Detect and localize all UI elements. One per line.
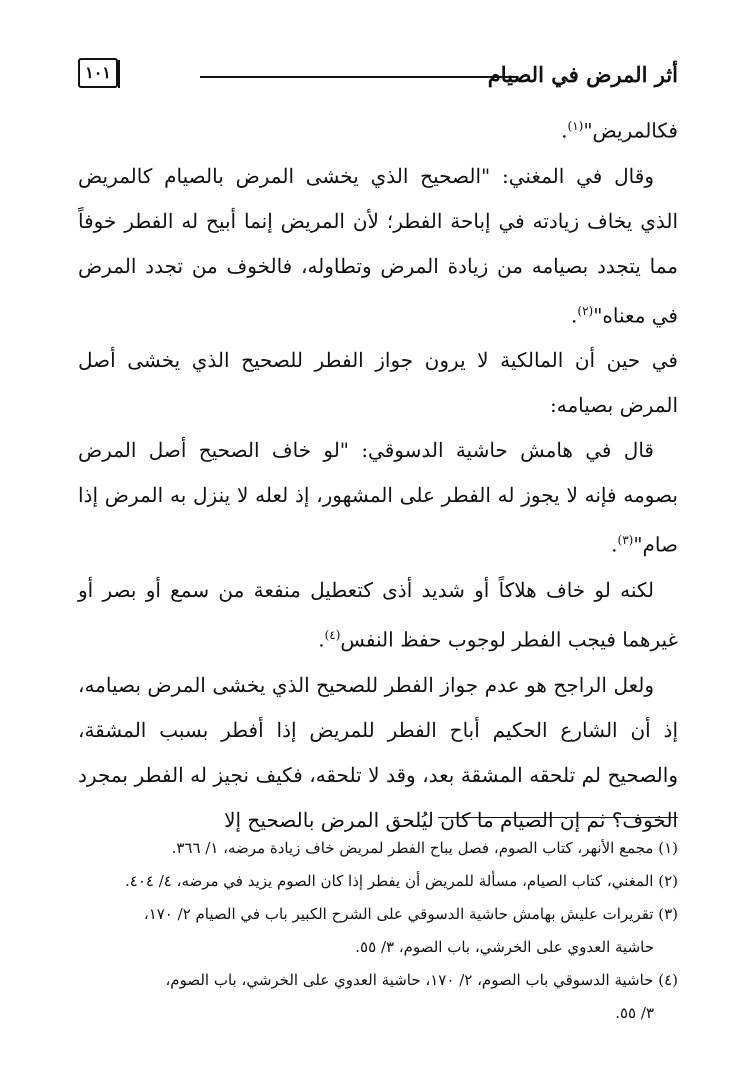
paragraph-1: فكالمريض"$^{(١)}$. <box>561 118 678 143</box>
footnote-3: (٣) تقريرات عليش بهامش حاشية الدسوقي على الشرح الكبير باب في الصيام ٢/ ١٧٠، <box>143 905 678 923</box>
running-title: أثر المرض في الصيام <box>487 62 678 87</box>
body-text <box>78 104 678 843</box>
footnotes <box>78 834 678 1032</box>
paragraph-2: وقال في المغني: "الصحيح الذي يخشى المرض بالصيام كالمريض الذي يخاف زيادته في إباحة الفطر؛ لأن المريض إنما أبيح له الفطر خوفاً مما يتجدد بصيامه من زيادة المرض وتطاوله، فالخوف من تجدد المرض في معناه"$^{(٢)}$. <box>78 163 678 328</box>
footnote-ref-4: (٤) <box>324 627 341 642</box>
page-header <box>78 58 678 92</box>
paragraph-3: في حين أن المالكية لا يرون جواز الفطر للصحيح الذي يخشى أصل المرض بصيامه: <box>78 348 678 418</box>
footnote-3-continued: حاشية العدوي على الخرشي، باب الصوم، ٣/ ٥٥. <box>355 938 654 956</box>
paragraph-4: قال في هامش حاشية الدسوقي: "لو خاف الصحيح أصل المرض بصومه فإنه لا يجوز له الفطر على المشهور، إذ لعله لا ينزل به المرض إذا صام"$^{(٣)}$. <box>78 438 678 557</box>
header-tick <box>118 60 120 88</box>
header-rule <box>200 76 518 78</box>
footnote-4-continued: ٣/ ٥٥. <box>615 1004 654 1022</box>
footnote-ref-1: (١) <box>567 119 584 133</box>
footnote-4: (٤) حاشية الدسوقي باب الصوم، ٢/ ١٧٠، حاشية العدوي على الخرشي، باب الصوم، <box>165 971 678 989</box>
paragraph-5: لكنه لو خاف هلاكاً أو شديد أذى كتعطيل منفعة من سمع أو بصر أو غيرهما فيجب الفطر لوجوب حفظ النفس$^{(٤)}$. <box>78 577 678 652</box>
footnote-separator <box>438 817 678 818</box>
footnote-ref-3: (٣) <box>617 533 634 548</box>
page-number: ١٠١ <box>78 58 118 88</box>
footnote-ref-2: (٢) <box>577 303 594 318</box>
footnote-2: (٢) المغني، كتاب الصيام، مسألة للمريض أن يفطر إذا كان الصوم يزيد في مرضه، ٤/ ٤٠٤. <box>124 872 678 890</box>
footnote-1: (١) مجمع الأنهر، كتاب الصوم، فصل يباح الفطر لمريض خاف زيادة مرضه، ١/ ٣٦٦. <box>171 839 678 857</box>
paragraph-6: ولعل الراجح هو عدم جواز الفطر للصحيح الذي يخشى المرض بصيامه، إذ أن الشارع الحكيم أباح الفطر للمريض إذا أفطر بسبب المشقة، والصحيح لم تلحقه المشقة بعد، وقد لا تلحقه، فكيف نجيز له الفطر بمجرد الخوف؟ ثم إن الصيام ما كان ليُلحق المرض بالصحيح إلا <box>78 672 678 832</box>
